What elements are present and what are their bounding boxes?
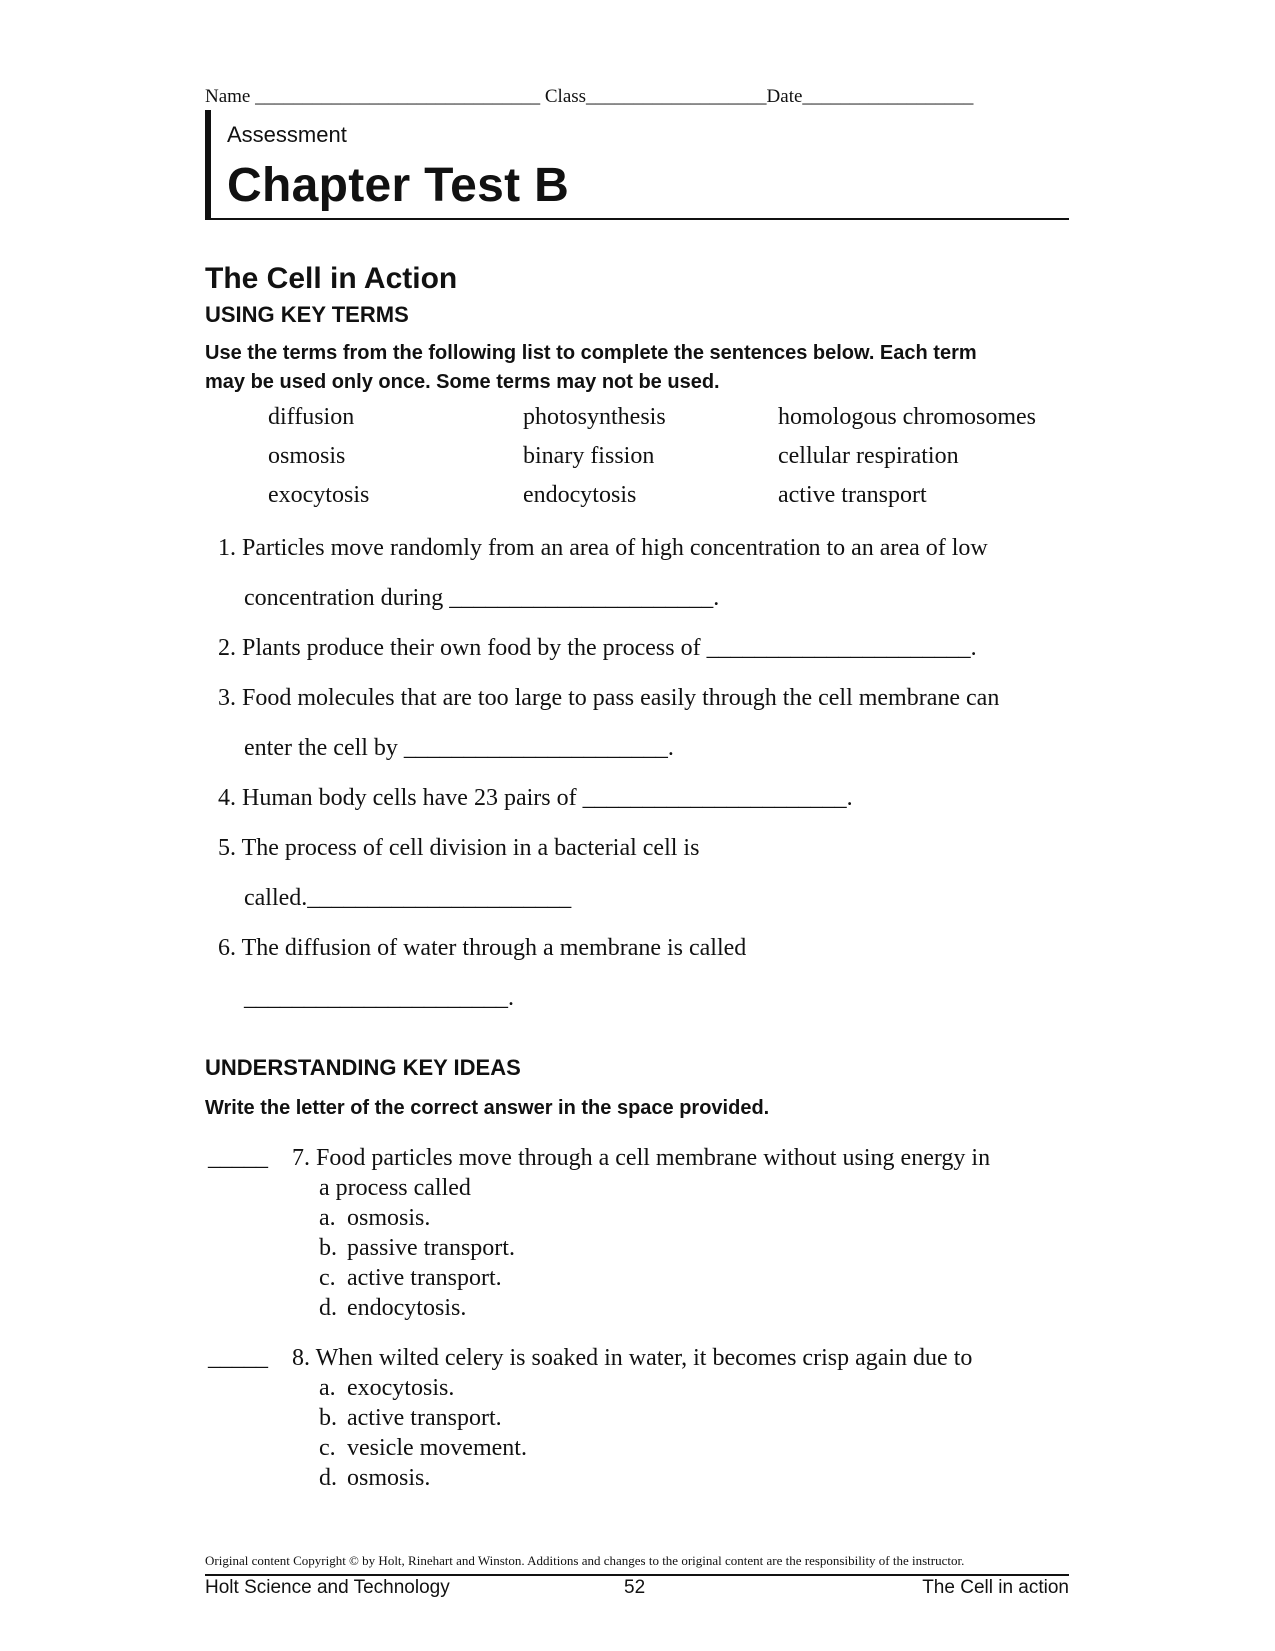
question-6-line-2: ______________________.	[244, 985, 514, 1011]
term-item: endocytosis	[523, 482, 637, 508]
question-8-option-a: a. exocytosis.	[319, 1375, 455, 1401]
question-7-stem-line-1: 7. Food particles move through a cell membrane without using energy in	[292, 1145, 991, 1171]
answer-blank-8[interactable]: _____	[208, 1345, 268, 1371]
footer-divider	[205, 1574, 1069, 1576]
question-8-option-b: b. active transport.	[319, 1405, 502, 1431]
question-5-line-2: called.______________________	[244, 885, 572, 911]
question-1-line-2: concentration during ______________________.	[244, 585, 720, 611]
term-item: exocytosis	[268, 482, 370, 508]
using-key-terms-instructions-2: may be used only once. Some terms may not be used.	[205, 371, 720, 393]
copyright-notice: Original content Copyright © by Holt, Rinehart and Winston. Additions and changes to the original content are the responsibility of the instructor.	[205, 1553, 965, 1568]
term-item: cellular respiration	[778, 443, 959, 469]
question-8-stem-line-1: 8. When wilted celery is soaked in water, it becomes crisp again due to	[292, 1345, 973, 1371]
term-item: binary fission	[523, 443, 655, 469]
question-7-option-b: b. passive transport.	[319, 1235, 515, 1261]
question-3-line-2: enter the cell by ______________________.	[244, 735, 674, 761]
question-5-line-1: 5. The process of cell division in a bacterial cell is	[218, 835, 700, 861]
question-7-option-a: a. osmosis.	[319, 1205, 431, 1231]
answer-blank-7[interactable]: _____	[208, 1145, 268, 1171]
question-3-line-1: 3. Food molecules that are too large to pass easily through the cell membrane can	[218, 685, 1000, 711]
term-item: active transport	[778, 482, 927, 508]
understanding-key-ideas-instructions: Write the letter of the correct answer in the space provided.	[205, 1097, 770, 1119]
term-item: photosynthesis	[523, 404, 666, 430]
using-key-terms-instructions-1: Use the terms from the following list to complete the sentences below. Each term	[205, 342, 977, 364]
name-class-date-line: Name ______________________________ Class___________________Date__________________	[205, 86, 974, 107]
term-item: osmosis	[268, 443, 346, 469]
question-7-option-d: d. endocytosis.	[319, 1295, 467, 1321]
question-2: 2. Plants produce their own food by the process of ______________________.	[218, 635, 977, 661]
question-1-line-1: 1. Particles move randomly from an area of high concentration to an area of low	[218, 535, 988, 561]
page-number: 52	[624, 1577, 646, 1598]
using-key-terms-heading: USING KEY TERMS	[205, 302, 409, 327]
term-item: homologous chromosomes	[778, 404, 1036, 430]
question-8-option-d: d. osmosis.	[319, 1465, 431, 1491]
question-6-line-1: 6. The diffusion of water through a membrane is called	[218, 935, 747, 961]
question-7-stem-line-2: a process called	[319, 1175, 471, 1201]
question-7-option-c: c. active transport.	[319, 1265, 502, 1291]
footer-publisher: Holt Science and Technology	[205, 1577, 450, 1598]
section-title: The Cell in Action	[205, 262, 458, 295]
question-8-option-c: c. vesicle movement.	[319, 1435, 527, 1461]
assessment-label: Assessment	[227, 122, 347, 147]
term-item: diffusion	[268, 404, 355, 430]
question-4: 4. Human body cells have 23 pairs of ______________________.	[218, 785, 853, 811]
footer-chapter-name: The Cell in action	[922, 1577, 1069, 1598]
title-block	[205, 110, 1069, 220]
chapter-title: Chapter Test B	[227, 159, 570, 212]
understanding-key-ideas-heading: UNDERSTANDING KEY IDEAS	[205, 1055, 521, 1080]
